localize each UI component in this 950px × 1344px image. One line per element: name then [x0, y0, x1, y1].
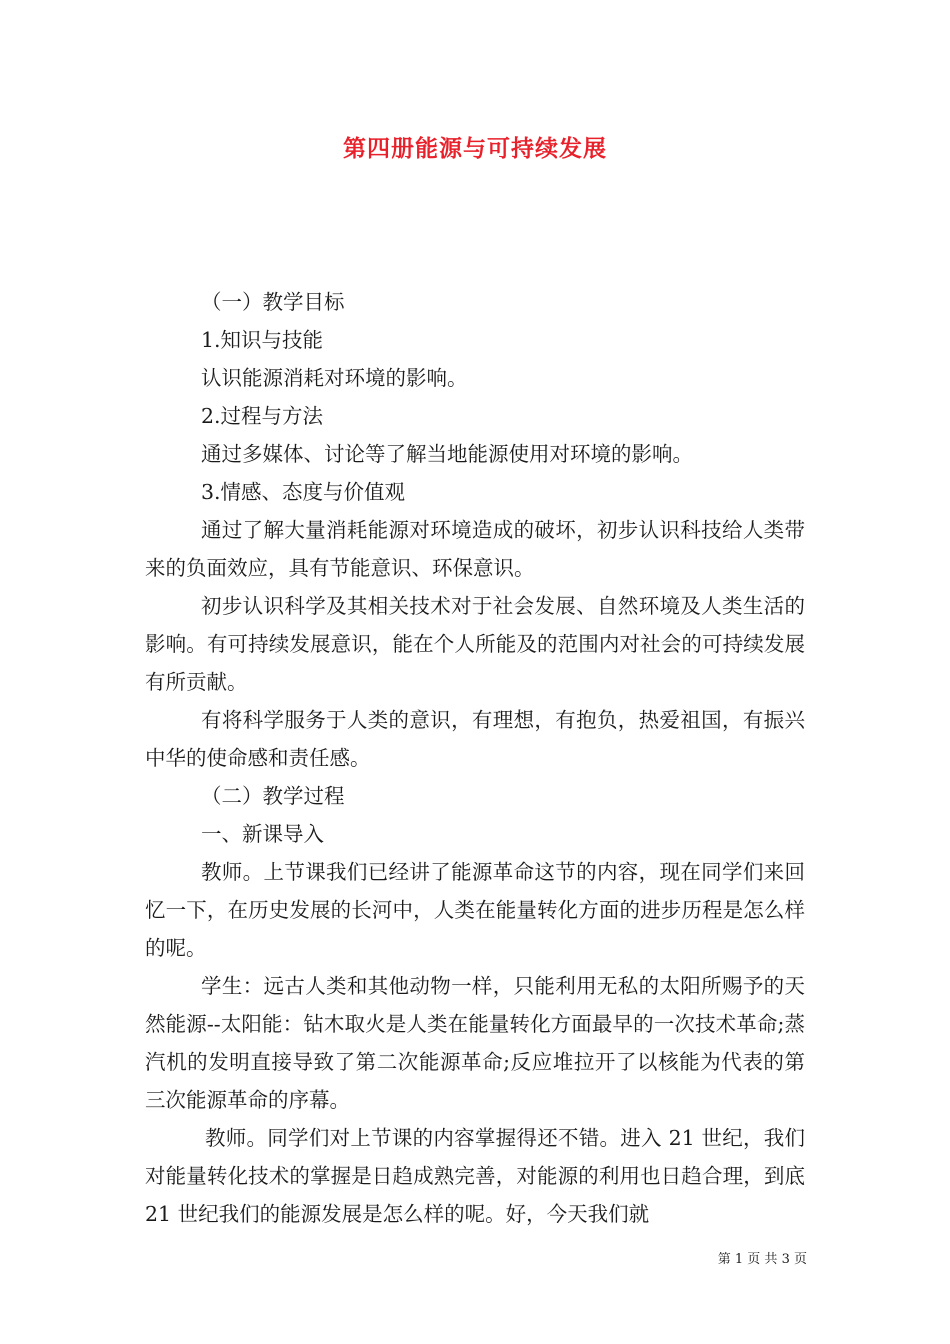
paragraph: （一）教学目标: [201, 290, 345, 314]
page-label-mid: 页 共: [747, 1252, 778, 1267]
paragraph: 3.情感、态度与价值观: [201, 480, 406, 504]
document-body: [145, 283, 805, 1233]
page-number-footer: [718, 1248, 807, 1267]
page-label-suffix: 页: [793, 1252, 807, 1267]
page-label-prefix: 第: [717, 1252, 731, 1267]
paragraph: 一、新课导入: [201, 822, 324, 846]
total-pages-number: 3: [781, 1252, 790, 1267]
paragraph: 教师。上节课我们已经讲了能源革命这节的内容，现在同学们来回忆一下，在历史发展的长河中，人类在能量转化方面的进步历程是怎么样的呢。: [145, 860, 805, 960]
document-title: 第四册能源与可持续发展: [343, 136, 607, 162]
current-page-number: 1: [734, 1252, 744, 1267]
paragraph: 通过多媒体、讨论等了解当地能源使用对环境的影响。: [201, 442, 693, 466]
paragraph: 1.知识与技能: [201, 328, 324, 352]
paragraph: （二）教学过程: [201, 784, 345, 808]
paragraph: 2.过程与方法: [201, 404, 324, 428]
paragraph: 认识能源消耗对环境的影响。: [201, 366, 468, 390]
paragraph: 教师。同学们对上节课的内容掌握得还不错。进入 21 世纪，我们对能量转化技术的掌握是日趋成熟完善，对能源的利用也日趋合理，到底 21 世纪我们的能源发展是怎么样的呢。好，今天我们就: [145, 1126, 805, 1226]
paragraph: 有将科学服务于人类的意识，有理想，有抱负，热爱祖国，有振兴中华的使命感和责任感。: [145, 708, 805, 770]
paragraph: 初步认识科学及其相关技术对于社会发展、自然环境及人类生活的影响。有可持续发展意识，能在个人所能及的范围内对社会的可持续发展有所贡献。: [145, 594, 805, 694]
paragraph: 学生：远古人类和其他动物一样，只能利用无私的太阳所赐予的天然能源--太阳能：钻木取火是人类在能量转化方面最早的一次技术革命;蒸汽机的发明直接导致了第二次能源革命;反应堆拉开了以核能为代表的第三次能源革命的序幕。: [145, 974, 805, 1112]
paragraph: 通过了解大量消耗能源对环境造成的破坏，初步认识科技给人类带来的负面效应，具有节能意识、环保意识。: [145, 518, 805, 580]
